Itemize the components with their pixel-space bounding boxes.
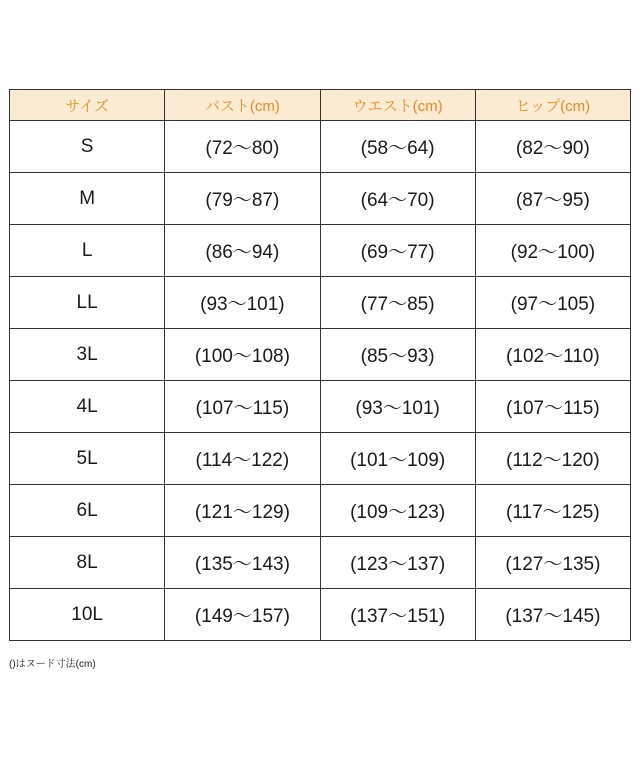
table-row [10, 589, 631, 641]
header-hip: ヒップ(cm) [475, 90, 630, 121]
size-cell: 8L [10, 537, 165, 589]
table-row [10, 329, 631, 381]
bust-cell: (86～94) [165, 225, 320, 277]
waist-cell: (109～123) [320, 485, 475, 537]
table-row [10, 121, 631, 173]
header-waist: ウエスト(cm) [320, 90, 475, 121]
size-cell: 3L [10, 329, 165, 381]
waist-cell: (123～137) [320, 537, 475, 589]
header-bust: バスト(cm) [165, 90, 320, 121]
header-row [10, 90, 631, 121]
bust-cell: (72～80) [165, 121, 320, 173]
size-chart-table [9, 89, 631, 641]
waist-cell: (58～64) [320, 121, 475, 173]
table-row [10, 433, 631, 485]
bust-cell: (79～87) [165, 173, 320, 225]
waist-cell: (69～77) [320, 225, 475, 277]
table-body [10, 121, 631, 641]
size-cell: 10L [10, 589, 165, 641]
bust-cell: (100～108) [165, 329, 320, 381]
bust-cell: (121～129) [165, 485, 320, 537]
hip-cell: (117～125) [475, 485, 630, 537]
table-row [10, 537, 631, 589]
table-header [10, 90, 631, 121]
size-cell: M [10, 173, 165, 225]
waist-cell: (77～85) [320, 277, 475, 329]
table-row [10, 173, 631, 225]
waist-cell: (101～109) [320, 433, 475, 485]
waist-cell: (137～151) [320, 589, 475, 641]
size-cell: 6L [10, 485, 165, 537]
waist-cell: (85～93) [320, 329, 475, 381]
hip-cell: (102～110) [475, 329, 630, 381]
waist-cell: (64～70) [320, 173, 475, 225]
bust-cell: (114～122) [165, 433, 320, 485]
bust-cell: (149～157) [165, 589, 320, 641]
size-cell: LL [10, 277, 165, 329]
bust-cell: (93～101) [165, 277, 320, 329]
hip-cell: (112～120) [475, 433, 630, 485]
hip-cell: (97～105) [475, 277, 630, 329]
size-cell: L [10, 225, 165, 277]
hip-cell: (107～115) [475, 381, 630, 433]
bust-cell: (135～143) [165, 537, 320, 589]
hip-cell: (92～100) [475, 225, 630, 277]
hip-cell: (87～95) [475, 173, 630, 225]
table-row [10, 277, 631, 329]
size-cell: 4L [10, 381, 165, 433]
hip-cell: (127～135) [475, 537, 630, 589]
size-cell: S [10, 121, 165, 173]
table-row [10, 381, 631, 433]
header-size: サイズ [10, 90, 165, 121]
waist-cell: (93～101) [320, 381, 475, 433]
hip-cell: (137～145) [475, 589, 630, 641]
size-cell: 5L [10, 433, 165, 485]
table-row [10, 225, 631, 277]
bust-cell: (107～115) [165, 381, 320, 433]
hip-cell: (82～90) [475, 121, 630, 173]
table-row [10, 485, 631, 537]
nude-measurement-note: ()はヌード寸法(cm) [9, 659, 96, 670]
